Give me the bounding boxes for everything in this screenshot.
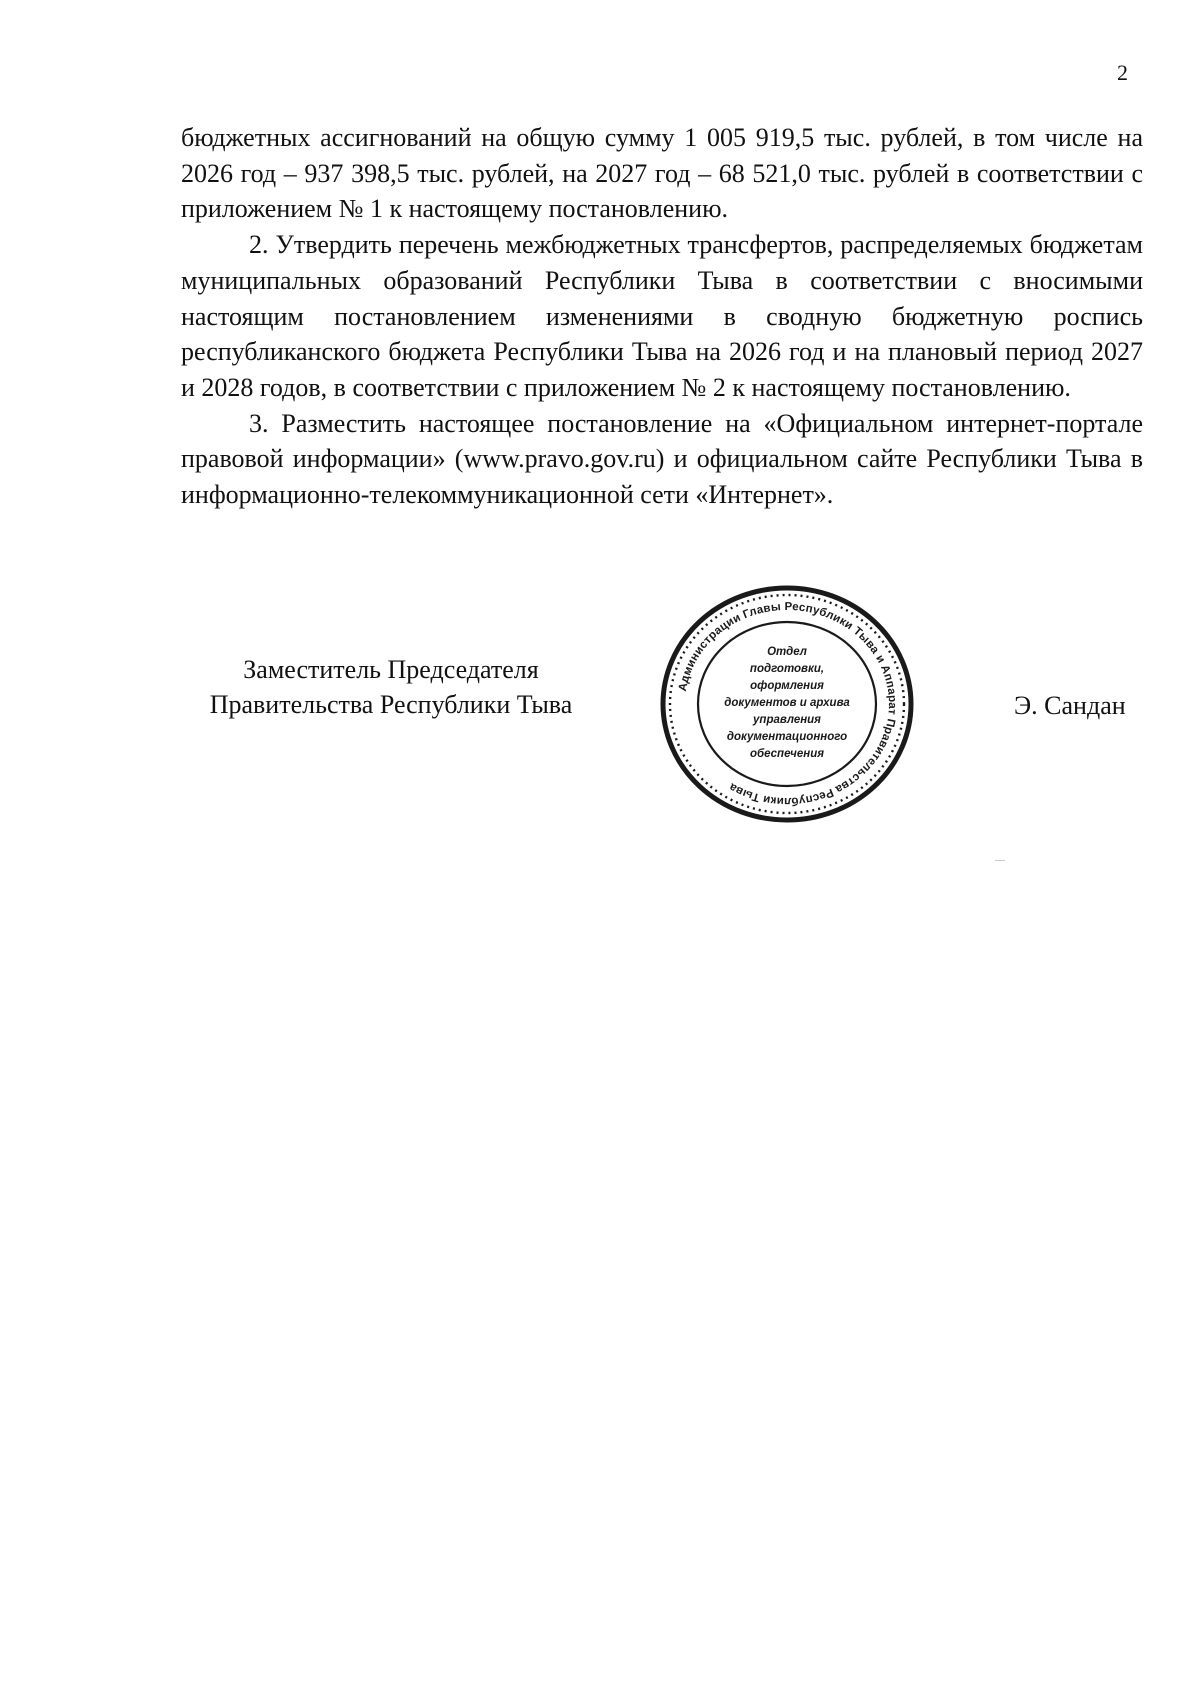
paragraph-2: 2. Утвердить перечень межбюджетных трансфертов, распределяемых бюджетам муниципальных образований Республики Тыва в соответствии с вносимыми настоящим постановлением изменениями в сводную бюджетную роспись республиканского бюджета Республики Тыва на 2026 год и на плановый период 2027 и 2028 годов, в соответствии с приложением № 2 к настоящему постановлению. [181,230,1143,402]
stamp-center-line-6: документационного [726,731,848,743]
scan-mark [995,860,1005,861]
paragraph-3: 3. Разместить настоящее постановление на «Официальном интернет-портале правовой информации» (www.pravo.gov.ru) и официальном сайте Республики Тыва в информационно-телекоммуникационной сети «Интернет». [181,408,1143,510]
stamp-center-line-2: подготовки, [749,663,825,675]
stamp-center-line-3: оформления [750,680,824,692]
signatory-position [181,652,601,722]
signatory-position-line-1: Заместитель Председателя [243,655,539,684]
official-stamp [657,582,917,826]
stamp-center-line-1: Отдел [767,646,807,658]
stamp-center-line-5: управления [753,714,821,726]
signatory-position-line-2: Правительства Республики Тыва [209,690,573,719]
stamp-center-text [724,646,850,760]
stamp-center-line-7: обеспечения [749,748,825,760]
body-text [181,120,1143,513]
signatory-name: Э. Сандан [1014,691,1126,720]
paragraph-1: бюджетных ассигнований на общую сумму 1 005 919,5 тыс. рублей, в том числе на 2026 год – 937 398,5 тыс. рублей, на 2027 год – 68 521,0 тыс. рублей в соответствии с приложением № 1 к настоящему постановлению. [181,123,1143,224]
stamp-center-line-4: документов и архива [724,697,850,709]
stamp-ring-text: Администрации Главы Республики Тыва и Аппарат Правительства Республики Тыва [676,600,899,808]
page-number: 2 [1117,60,1128,85]
